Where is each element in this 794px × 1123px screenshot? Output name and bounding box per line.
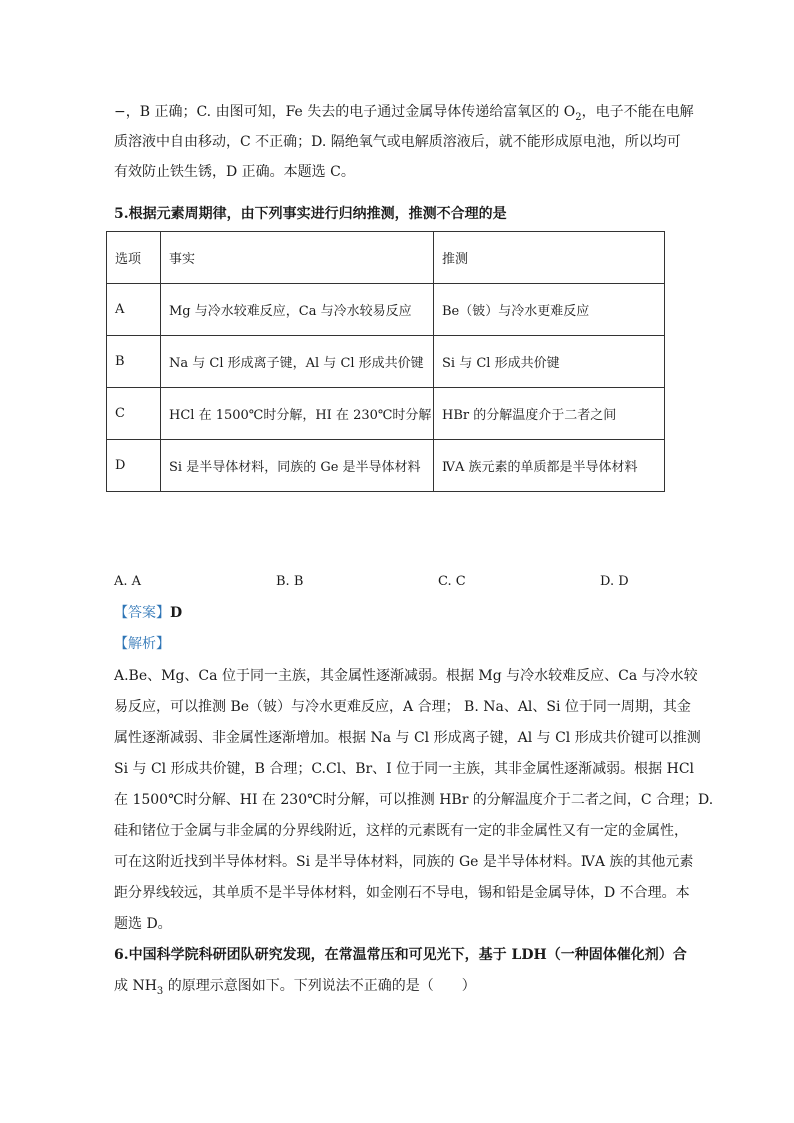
analysis-line: 硅和锗位于金属与非金属的分界线附近，这样的元素既有一定的非金属性又有一定的金属性， <box>114 823 688 839</box>
option-b: B. B <box>276 574 304 589</box>
table-header-row <box>107 232 665 284</box>
question-6-stem-line-1: 6.中国科学院科研团队研究发现，在常温常压和可见光下，基于 LDH（一种固体催化剂）合 <box>114 947 687 963</box>
cell-fact: Na 与 Cl 形成离子键，Al 与 Cl 形成共价键 <box>161 336 434 388</box>
analysis-label: 【解析】 <box>114 636 170 652</box>
table-row <box>107 336 665 388</box>
cell-option: D <box>107 440 161 492</box>
answer-line <box>114 603 684 623</box>
subscript: 3 <box>156 985 164 997</box>
header-option: 选项 <box>107 232 161 284</box>
prev-answer-line-1 <box>114 102 694 123</box>
question-6-stem-line-2 <box>114 976 684 996</box>
table-row <box>107 440 665 492</box>
cell-fact: HCl 在 1500℃时分解，HI 在 230℃时分解 <box>161 388 434 440</box>
prev-answer-line-2: 质溶液中自由移动，C 不正确；D. 隔绝氧气或电解质溶液后，就不能形成原电池，所以均可 <box>114 134 681 150</box>
analysis-line: 在 1500℃时分解、HI 在 230℃时分解，可以推测 HBr 的分解温度介于二者之间，C 合理；D. <box>114 792 714 808</box>
cell-inference: HBr 的分解温度介于二者之间 <box>434 388 665 440</box>
answer-label: 【答案】 <box>114 605 170 621</box>
text-segment: 成 NH <box>114 978 157 994</box>
cell-inference: Be（铍）与冷水更难反应 <box>434 284 665 336</box>
analysis-line: Si 与 Cl 形成共价键，B 合理；C.Cl、Br、I 位于同一主族，其非金属性逐渐减弱。根据 HCl <box>114 761 695 777</box>
cell-fact: Si 是半导体材料，同族的 Ge 是半导体材料 <box>161 440 434 492</box>
option-d: D. D <box>600 574 629 589</box>
cell-fact: Mg 与冷水较难反应，Ca 与冷水较易反应 <box>161 284 434 336</box>
header-fact: 事实 <box>161 232 434 284</box>
analysis-line: A.Be、Mg、Ca 位于同一主族，其金属性逐渐减弱。根据 Mg 与冷水较难反应、Ca 与冷水较 <box>114 668 698 684</box>
analysis-line: 距分界线较远，其单质不是半导体材料，如金刚石不导电，锡和铅是金属导体，D 不合理。本 <box>114 885 690 901</box>
cell-option: B <box>107 336 161 388</box>
option-a: A. A <box>114 574 142 589</box>
analysis-line: 易反应，可以推测 Be（铍）与冷水更难反应，A 合理； B. Na、Al、Si 位于同一周期，其金 <box>114 699 691 715</box>
text-segment: −，B 正确；C. 由图可知，Fe 失去的电子通过金属导体传递给富氧区的 O <box>114 104 576 120</box>
table-row <box>107 284 665 336</box>
header-inference: 推测 <box>434 232 665 284</box>
prev-answer-line-3: 有效防止铁生锈，D 正确。本题选 C。 <box>114 164 355 180</box>
option-c: C. C <box>438 574 466 589</box>
table-row <box>107 388 665 440</box>
text-segment: 的原理示意图如下。下列说法不正确的是（ ） <box>163 978 476 994</box>
analysis-line: 可在这附近找到半导体材料。Si 是半导体材料，同族的 Ge 是半导体材料。ⅣA 族的其他元素 <box>114 854 694 870</box>
subscript: 2 <box>575 111 582 123</box>
cell-option: A <box>107 284 161 336</box>
cell-option: C <box>107 388 161 440</box>
question-5-stem: 5.根据元素周期律，由下列事实进行归纳推测，推测不合理的是 <box>114 206 507 222</box>
analysis-line: 属性逐渐减弱、非金属性逐渐增加。根据 Na 与 Cl 形成离子键，Al 与 Cl 形成共价键可以推测 <box>114 730 701 746</box>
text-segment: ，电子不能在电解 <box>581 104 694 120</box>
cell-inference: ⅣA 族元素的单质都是半导体材料 <box>434 440 665 492</box>
analysis-line: 题选 D。 <box>114 916 172 932</box>
cell-inference: Si 与 Cl 形成共价键 <box>434 336 665 388</box>
answer-value: D <box>170 605 183 621</box>
question-5-table <box>106 231 665 492</box>
